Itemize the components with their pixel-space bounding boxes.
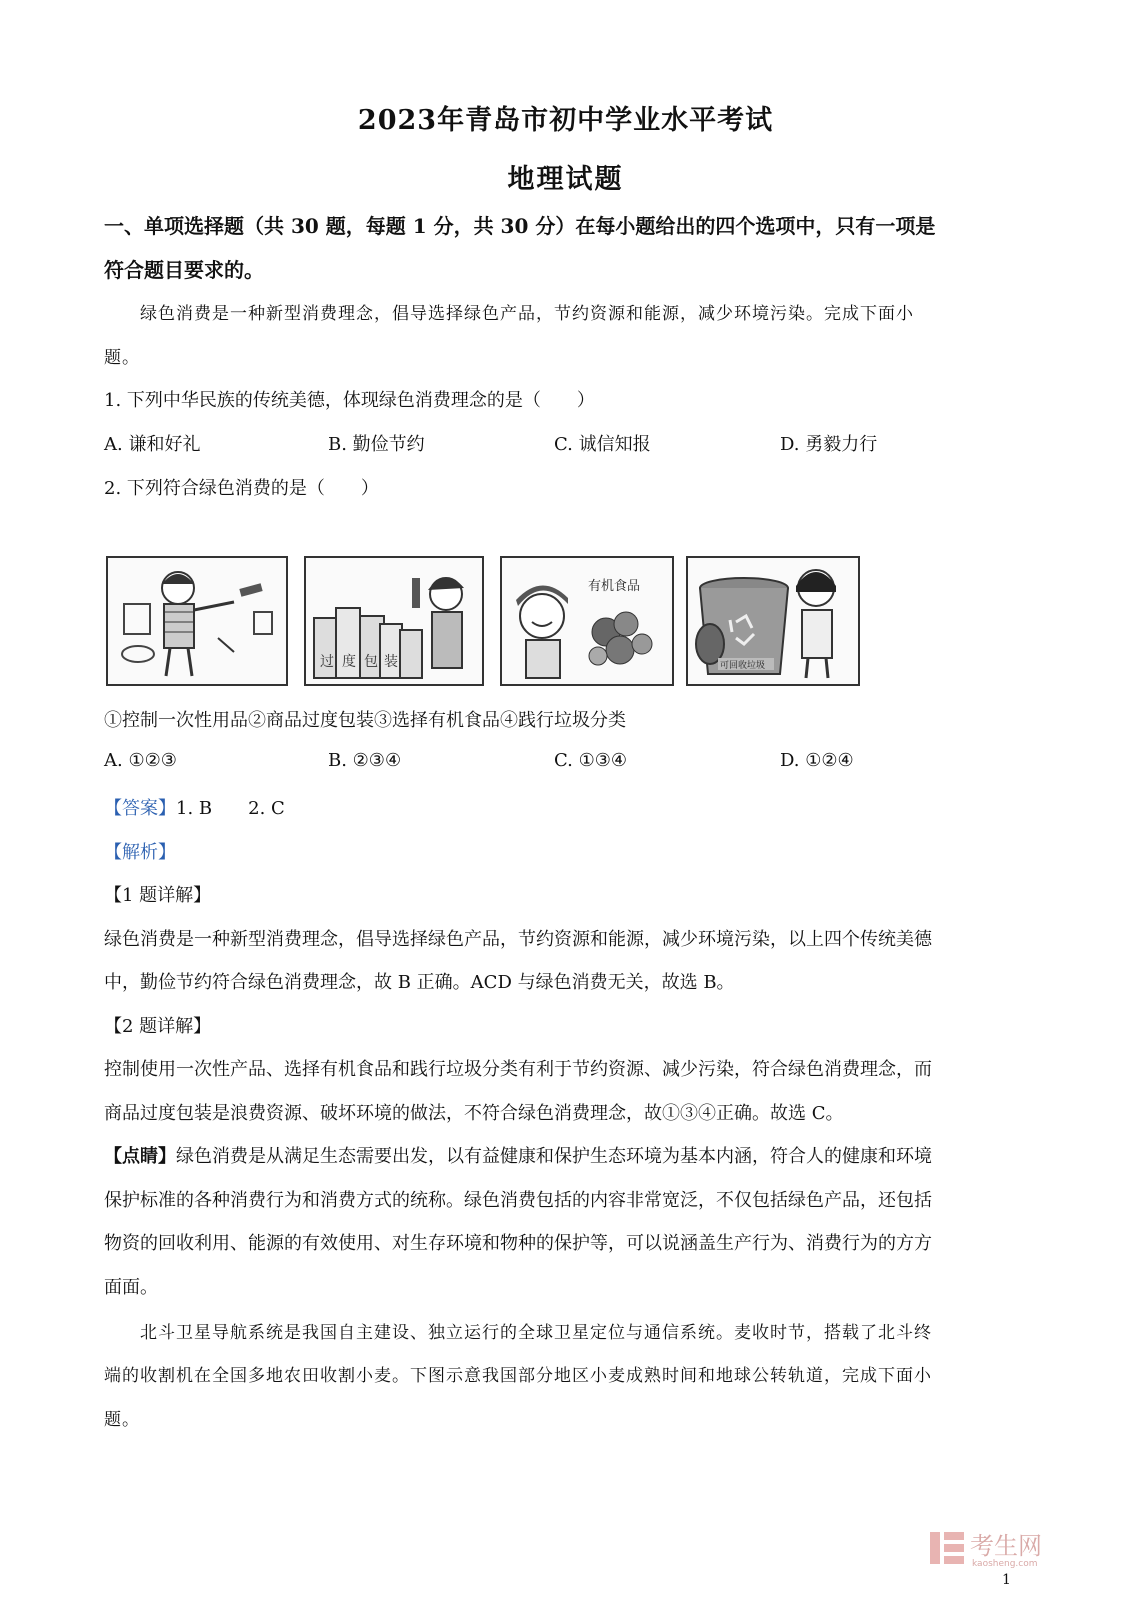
q2-picture-row: [106, 556, 866, 684]
intro1-line2: 题。: [104, 348, 140, 368]
picture-garbage-sorting: [686, 556, 860, 686]
recyclable-label: 可回收垃圾: [720, 661, 766, 671]
detail2-line1: 控制使用一次性产品、选择有机食品和践行垃圾分类有利于节约资源、减少污染，符合绿色消费理念，而: [104, 1059, 932, 1080]
tip-line1-row: [104, 1142, 932, 1168]
q1-option-a: A. 谦和好礼: [104, 434, 201, 455]
answer-label: 【答案】: [104, 798, 176, 819]
box-label-2: 度: [342, 654, 356, 670]
watermark-url: kaosheng.com: [972, 1559, 1038, 1568]
detail1-line1: 绿色消费是一种新型消费理念，倡导选择绿色产品，节约资源和能源，减少环境污染，以上四个传统美德: [104, 929, 932, 950]
watermark-text: 考生网: [970, 1532, 1042, 1560]
q1-option-c: C. 诚信知报: [554, 434, 651, 455]
tip-line3: 物资的回收利用、能源的有效使用、对生存环境和物种的保护等，可以说涵盖生产行为、消费行为的方方: [104, 1233, 932, 1254]
exam-title: 2023年青岛市初中学业水平考试: [357, 105, 774, 136]
q2-option-c: C. ①③④: [554, 750, 627, 771]
detail2-title: 【2 题详解】: [104, 1016, 212, 1037]
tip-label: 【点睛】: [104, 1146, 176, 1167]
intro2-line1: 北斗卫星导航系统是我国自主建设、独立运行的全球卫星定位与通信系统。麦收时节，搭载了北斗终: [140, 1323, 932, 1343]
watermark-logo: [928, 1528, 1088, 1568]
organic-food-label: 有机食品: [588, 579, 641, 594]
intro1-line1: 绿色消费是一种新型消费理念，倡导选择绿色产品，节约资源和能源，减少环境污染。完成下面小: [140, 304, 914, 324]
analysis-label: 【解析】: [104, 842, 176, 863]
box-label-4: 装: [384, 654, 398, 670]
tip-line4: 面面。: [104, 1277, 158, 1298]
box-label-3: 包: [364, 654, 378, 670]
picture-organic-food: [500, 556, 674, 686]
q1-option-b: B. 勤俭节约: [328, 434, 425, 455]
q2-caption: ①控制一次性用品②商品过度包装③选择有机食品④践行垃圾分类: [104, 710, 626, 731]
exam-subtitle: 地理试题: [507, 164, 624, 195]
q2-option-a: A. ①②③: [104, 750, 177, 771]
answer-row: [104, 794, 285, 820]
detail1-title: 【1 题详解】: [104, 885, 212, 906]
detail1-line2: 中，勤俭节约符合绿色消费理念，故 B 正确。ACD 与绿色消费无关，故选 B。: [104, 972, 735, 993]
answer-text: 1. B 2. C: [176, 798, 285, 819]
picture-over-packaging: [304, 556, 484, 686]
q1-stem: 1. 下列中华民族的传统美德，体现绿色消费理念的是（ ）: [104, 390, 595, 411]
section-heading-line2: 符合题目要求的。: [104, 258, 264, 282]
q2-option-d: D. ①②④: [780, 750, 854, 771]
q2-stem: 2. 下列符合绿色消费的是（ ）: [104, 478, 379, 499]
box-label-1: 过: [320, 654, 334, 670]
q2-option-b: B. ②③④: [328, 750, 402, 771]
q1-option-d: D. 勇毅力行: [780, 434, 878, 455]
tip-line2: 保护标准的各种消费行为和消费方式的统称。绿色消费包括的内容非常宽泛，不仅包括绿色产品，还包括: [104, 1190, 932, 1211]
picture-disposable-items: [106, 556, 288, 686]
tip-line1: 绿色消费是从满足生态需要出发，以有益健康和保护生态环境为基本内涵，符合人的健康和环境: [176, 1146, 932, 1167]
page-number: 1: [1002, 1572, 1011, 1588]
intro2-line3: 题。: [104, 1410, 140, 1430]
detail2-line2: 商品过度包装是浪费资源、破坏环境的做法，不符合绿色消费理念，故①③④正确。故选 C。: [104, 1103, 844, 1124]
section-heading-line1: 一、单项选择题（共 30 题，每题 1 分，共 30 分）在每小题给出的四个选项中，只有一项是: [104, 214, 936, 238]
intro2-line2: 端的收割机在全国多地农田收割小麦。下图示意我国部分地区小麦成熟时间和地球公转轨道，完成下面小: [104, 1366, 932, 1386]
